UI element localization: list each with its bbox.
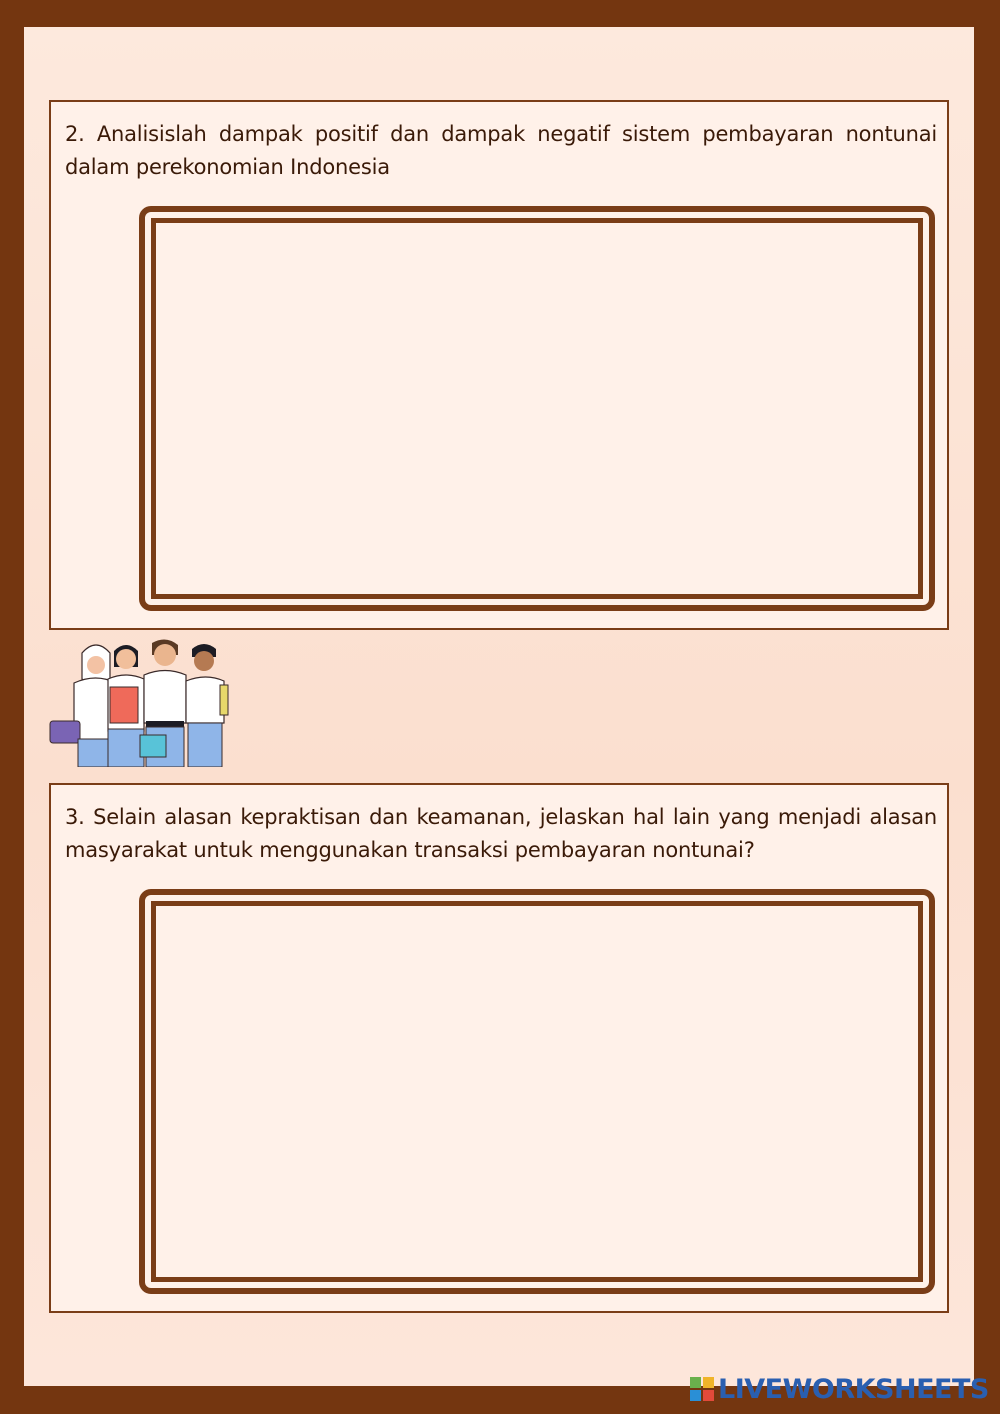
liveworksheets-branding [690,1372,989,1406]
liveworksheets-wordmark: LIVEWORKSHEETS [718,1373,989,1405]
question-2-answer-box[interactable] [139,206,935,611]
question-3-answer-input[interactable] [151,901,923,1282]
question-2-panel [49,100,949,630]
student-hijab-girl [50,645,116,767]
question-2-text: 2. Analisislah dampak positif dan dampak negatif sistem pembayaran nontunai dalam perekonomian Indonesia [65,122,937,179]
question-3-answer-box[interactable] [139,889,935,1294]
question-3-text: 3. Selain alasan kepraktisan dan keamanan, jelaskan hal lain yang menjadi alasan masyarakat untuk menggunakan transaksi pembayaran nontunai? [65,805,937,862]
question-2-answer-input[interactable] [151,218,923,599]
student-girl-red-book [108,645,144,767]
worksheet-page [24,27,974,1386]
question-3-panel [49,783,949,1313]
liveworksheets-logo-icon [690,1377,714,1401]
student-boy-right [186,644,228,767]
student-boy-center [140,639,186,767]
students-group-illustration [44,635,234,767]
